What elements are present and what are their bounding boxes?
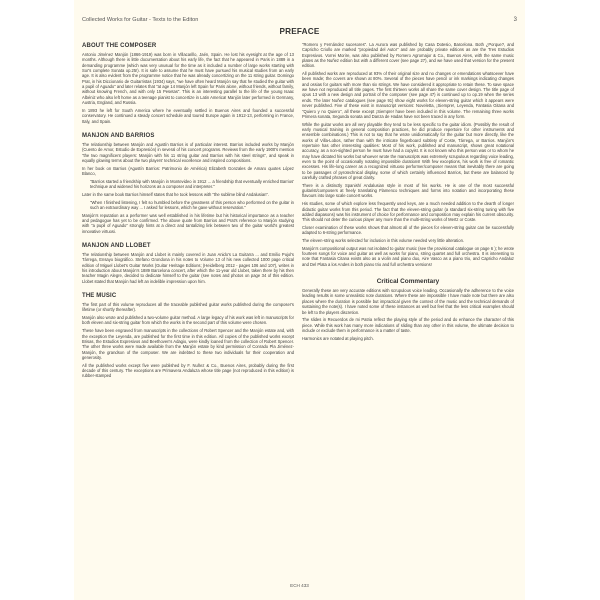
paragraph: These have been engraved from manuscripts in the collections of Robert Spencer and the Manjón estate and, with the exception the Leyenda, are published for the first time in this edition. All copies of the published works except Brisas, the Estudios Expresivos and Beethoven's Adagio, were kindly loaned from the collection of Robert Spencer. The other three works were made available from the Manjón estate by kind permission of Conrado Pla Jiménez-Manjón, the grandson of the composer. We are indebted to these two individuals for their cooperation and generosity. <box>82 328 294 360</box>
paragraph: The relationship between Manjón and Agustín Barrios is of particular interest. Barrios included works by Manjón (Cuento de Amor, Estudio de Expresión) in several of his concert programs. Reviews from the early 1900's mention "the two magnificent players: Manjón with his 11 string guitar and Barrios with his steel strings", and speak in equally glowing terms about the two players' technical excellence and inspired compositions. <box>82 141 294 163</box>
paragraph: There is a distinctly Spanish/ Andalusian style in most of his works. He is one of the most successful guitarist/composers at freely translating Flamenco techniques and forms into notation and incorporating these flavours into large scale concert works. <box>302 182 514 199</box>
section-heading-about-composer: ABOUT THE COMPOSER <box>82 43 157 49</box>
left-column <box>82 42 294 381</box>
section-heading-manjon-barrios: MANJON AND BARRIOS <box>82 132 155 139</box>
paragraph: Manjón's compositional output was not isolated to guitar music (see the provisional catalogue on page 6 ); he wrote fourteen songs for voice and guitar as well as works for piano, string quartet and full orchestra. It is interesting to note that Fantasia Citana exists also as a violin and piano duo, Aire Vasco as a piano trio, and Capricho Andaluz and Del Plata a los Andes in both piano trio and full orchestra versions! <box>302 245 514 267</box>
section-heading-manjon-llobet: MANJON AND LLOBET <box>82 242 151 249</box>
paragraph: The eleven-string works selected for inclusion in this volume needed very little alteration. <box>302 238 465 244</box>
page-title: PREFACE <box>279 27 320 36</box>
paragraph: The slides in Recuerdos de mi Patria reflect the playing style of the period and do enhance the character of this piece. While this work has many more indications of sliding than any other in this volume, the ultimate decision to include or exclude them in performance is a matter of taste. <box>302 317 514 333</box>
block-quote: "Barrios started a friendship with Manjón in Montevideo in 1912 ... a friendship that eventually enriched Barrios' technique and widened his horizons as a composer and interpreter." <box>90 178 294 190</box>
page-number: 3 <box>513 17 517 23</box>
paragraph: Later in the same book Barrios himself states that he took lessons with "the sublime blind Andalusian". <box>82 191 270 197</box>
paragraph: Manjón's reputation as a performer was well established in his lifetime but his historical importance as a teacher and pedagogue has yet to be confirmed. The above quote from Barrios and Prat's reference to Manjón studying with "a pupil of Aguado" strongly hints at a direct and tantalizing link between two of the guitar world's greatest innovative virtuosi. <box>82 212 294 234</box>
footer-catalog-code: ECH 433 <box>290 583 309 588</box>
paragraph: His studies, some of which explore less frequently used keys, are a much needed addition to the dearth of longer didactic guitar works from this period. The fact that the eleven-string guitar (a standard six-string tuning with five added diapasons) was his instrument of choice for performance and composition may explain his current obscurity. This should not deter the curious player any more than the multi-string works of Mertz or Coste. <box>302 201 514 223</box>
paragraph: In her book on Barrios (Agustín Barrios: Patrimonio de América) Elizabeth Gonzales de Amaro quotes López Blanco, <box>82 165 294 176</box>
running-head: Collected Works for Guitar - Texts to the Editon <box>82 17 199 23</box>
paragraph: Harmonics are notated at playing pitch. <box>302 335 374 341</box>
paragraph: The relationship between Manjón and Llobet is mainly covered in Juan Anido's La Guitarra ... and Emilio Pujol's Tárrega, Ensayo biográfico. Stefano Grondona in his notes to Volume 13 of his new collected 1000 page critical edition of Miguel Llobet's Guitar Works (Guitar Heritage Editions; (Heidelberg 2012 - pages 106 and 107), writes in his introduction about Manjón's 1889 Barcelona concert, after which the 11-year old Llobet, taken there by his then teacher Magin Alegre, decided to dedicate himself to the guitar (see notes and photos on page 34 of this edition. Llobet stated that Manjón had left an indelible impression upon him. <box>82 251 294 284</box>
paragraph: The first part of this volume reproduces all the traceable published guitar works published during the composer's lifetime (or shortly thereafter). <box>82 302 294 313</box>
section-heading-critical-commentary: Critical Commentary <box>376 278 440 286</box>
paragraph: In 1893 he left for South America where he eventually settled in Buenos Aires and founded a successful conservatory. He continued a steady concert schedule and toured Europe again in 1912-13, performing in France, Italy, and Spain. <box>82 107 294 124</box>
section-heading-the-music: THE MUSIC <box>82 293 117 300</box>
paragraph: Generally these are very accurate editions with scrupulous voice leading. Occasionally the adherence to the voice leading results in some unrealistic note durations. Where these are impossible I have made note but there are also places where the duration is possible but impractical given the context of the music and the technical demands of sustaining the note(s). I have noted some of these instances as well but feel that the less critical examples should be left to the players discretion. <box>302 288 514 315</box>
paragraph: "Romero y Fernández sucesores". La Aurora was published by Casa Dotesio, Barcelona. Both ¿Porque?, and Capricho Criollo are marked "propiedad del Autor" and are probably private editions as are the Tres Estudios Expresivos. Vorrei Morire, was also published by Romero Agromajor & Co., Buenos Aires, with the same music plates as the Nuñez edition but with a different cover (see page 27), and we have used that version for the present edition. <box>302 42 514 69</box>
paragraph: All the published works except five were published by F. Nuñez & Co., Buenos Aires, probably during the first decade of this century. The exceptions are Primavera Andaluza whose title page (not reproduced in this edition) is rubber-stamped <box>82 362 294 379</box>
paragraph: Antonio Jiménez Manjón (1866-1919) was born in Villacarillo, Jaén, Spain. He lost his eyesight at the age of 13 months. Although there is little documentation about his early life, the fact that he appeared in Paris in 1889 in a demanding programme (which was very unusual for the time as it included a number of large works starting with Sor's complete Sonata op.25!). It is safe to assume that he must have pursued his musical studies from an early age. It is also evident from the programme notice that he was already concertizing on the 11 string guitar. Domingo Prat, in his Diccionario de Guitarristas (1934) says, "we have often heard Manjón say that he studied the guitar with a pupil of Aguado" and later relates that "at age 14 Manjón left Spain for Paris alone, without friends, without family, without knowing French, and with only 15 Pesetas". This is an interesting parallel to the life of the young Isaac Albéniz who also left home as a teenage pianist to concertize in Latin America! Manjón later performed in Germany, Austria, England, and Russia. <box>82 52 294 106</box>
paragraph: While the guitar works are all very playable they tend to be less specific to the guitar idiom. (Possibly the result of early musical training in general composition practices, he did produce repertoire for other instruments and ensemble combinations.) This is not to say that he wrote unidiomatically for the guitar but more directly, like the works of Villa-Lobos, rather than with the intricate fingerboard subtlety of Coste, Tárrega, or Barrios. Manjón's repertoire has other interesting qualities: Most of his work, published and manuscript, shows great notational accuracy, as a non-sighted person he must have had a copyist. It is not known who this person was or to whom he may have dictated his works but whoever wrote the manuscripts was extremely scrupulous regarding voice leading, even to the point of occasionally notating impossible durations! With few exceptions, his work is free of romantic excesses. His life-long career as a recognized virtuoso performer/composer means that inevitably there are going to be passages of pyrotechnical display, some of which certainly influenced Barrios, but these are balanced by carefully crafted phrases of great clarity. <box>302 121 514 181</box>
paragraph: Closer examination of these works shows that almost all of the pieces for eleven-string guitar can be successfully adapted to 6-string performance. <box>302 224 514 236</box>
paragraph: All published works are reproduced at 93% of their original size and no changes or emendations whatsoever have been made; the covers are shown at 80%. Several of the pieces have pencil or ink markings indicating changes and ossias for guitars with more than six strings. We have considered it appropriate to retain these. To save space we have not reproduced all title pages. The first thirteen works all share the same cover design. The title page of opus 13 with a new design and portrait of the composer (see page 47) is continued up to op.19 when the series ends. The later Nuñez catalogues (see page 91) show eight works for eleven-string guitar which it appears were never published. Five of these exist in manuscript versions: Noveletta, ¡Siempre!, Leyenda, Fantasia Gitana and "Quiero y no Quiero", all these except ¡Siempre! have been included in this volume. The remaining three works Primera sonata, Segunda sonata and Danza de Hadas have not been traced in any form. <box>302 71 514 119</box>
right-column <box>302 42 514 343</box>
document-page <box>74 0 525 600</box>
block-quote: "When I finished listening, I felt so humbled before the greatness of this person who performed on the guitar in such an extraordinary way ... I asked for lessons, which he gave without reservation." <box>90 199 294 210</box>
paragraph: Manjón also wrote and published a two-volume guitar method. A large legacy of his work was left in manuscripts for both eleven and six-string guitar from which the works in the second part of this volume were chosen. <box>82 315 294 326</box>
